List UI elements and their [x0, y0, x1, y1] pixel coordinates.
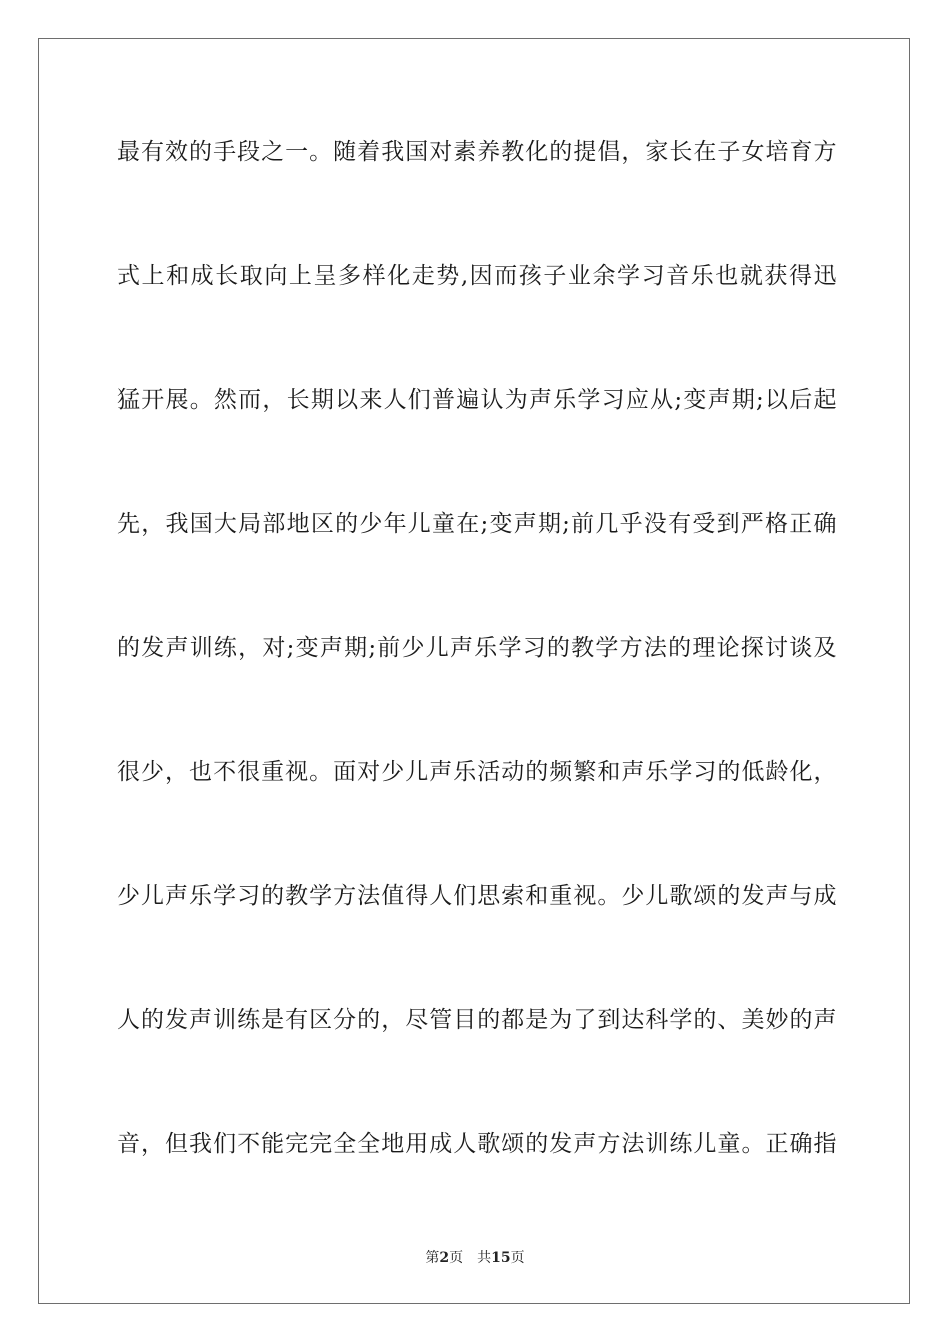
text-line-6: 很少，也不很重视。面对少儿声乐活动的频繁和声乐学习的低龄化，	[117, 759, 837, 785]
text-line-2: 式上和成长取向上呈多样化走势,因而孩子业余学习音乐也就获得迅	[117, 263, 837, 289]
text-line-9: 音，但我们不能完完全全地用成人歌颂的发声方法训练儿童。正确指	[117, 1131, 837, 1157]
text-line-1: 最有效的手段之一。随着我国对素养教化的提倡，家长在子女培育方	[117, 139, 837, 165]
text-line-4: 先，我国大局部地区的少年儿童在;变声期;前几乎没有受到严格正确	[117, 511, 837, 537]
text-line-7: 少儿声乐学习的教学方法值得人们思索和重视。少儿歌颂的发声与成	[117, 883, 837, 909]
document-body	[117, 127, 837, 1243]
total-suffix: 页	[510, 1250, 525, 1266]
page-footer	[0, 1247, 950, 1267]
total-prefix: 共	[477, 1250, 492, 1266]
text-line-8: 人的发声训练是有区分的，尽管目的都是为了到达科学的、美妙的声	[117, 1007, 837, 1033]
page-prefix: 第	[425, 1250, 440, 1266]
text-line-5: 的发声训练，对;变声期;前少儿声乐学习的教学方法的理论探讨谈及	[117, 635, 837, 661]
text-line-3: 猛开展。然而，长期以来人们普遍认为声乐学习应从;变声期;以后起	[117, 387, 837, 413]
page-suffix: 页	[449, 1250, 464, 1266]
page-current: 2	[439, 1250, 450, 1266]
page-total: 15	[491, 1250, 511, 1266]
